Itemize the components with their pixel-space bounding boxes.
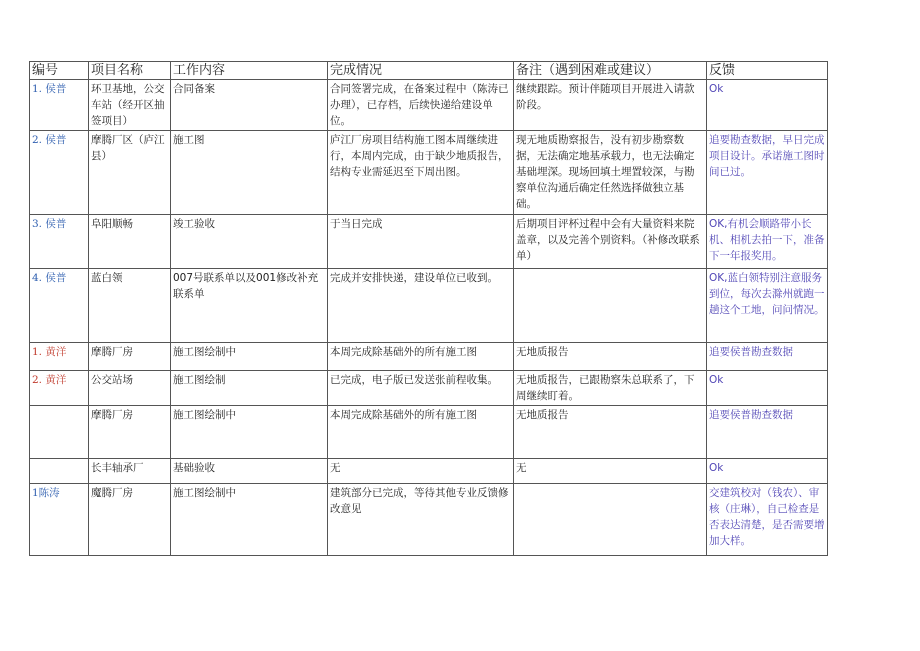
row-feedback: Ok: [707, 80, 828, 131]
row-status: 建筑部分已完成，等待其他专业反馈修改意见: [328, 484, 514, 556]
row-remark: 后期项目评杯过程中会有大量资料来院盖章，以及完善个别资料。（补修改联系单）: [514, 215, 707, 269]
row-feedback: Ok: [707, 459, 828, 484]
row-status: 合同签署完成，在备案过程中（陈涛已办理），已存档，后续快递给建设单位。: [328, 80, 514, 131]
row-work: 施工图绘制中: [171, 343, 328, 371]
row-feedback: 交建筑校对（钱农）、审核（庄琳），自己检查是否表达清楚，是否需要增加大样。: [707, 484, 828, 556]
row-status: 于当日完成: [328, 215, 514, 269]
row-id: 1. 侯普: [30, 80, 89, 131]
table-row: [30, 371, 828, 406]
row-feedback: OK,有机会顺路带小长机、相机去拍一下，准备下一年报奖用。: [707, 215, 828, 269]
row-work: 施工图绘制: [171, 371, 328, 406]
row-status: 本周完成除基础外的所有施工图: [328, 343, 514, 371]
row-remark: 无地质报告，已跟勘察朱总联系了，下周继续盯着。: [514, 371, 707, 406]
row-id: 2. 黄洋: [30, 371, 89, 406]
table-row: [30, 459, 828, 484]
row-project: 环卫基地，公交车站（经开区抽签项目）: [89, 80, 171, 131]
row-project: 魔腾厂房: [89, 484, 171, 556]
table-row: [30, 215, 828, 269]
row-project: 摩腾厂区（庐江县）: [89, 131, 171, 215]
header-work: 工作内容: [171, 62, 328, 80]
row-work: 竣工验收: [171, 215, 328, 269]
row-feedback: 追要勘查数据，早日完成项目设计。承诺施工图时间已过。: [707, 131, 828, 215]
row-project: 摩腾厂房: [89, 343, 171, 371]
header-remark: 备注（遇到困难或建议）: [514, 62, 707, 80]
row-id: 1. 黄洋: [30, 343, 89, 371]
table-row: [30, 484, 828, 556]
row-status: 完成并安排快递，建设单位已收到。: [328, 269, 514, 343]
row-id: 2. 侯普: [30, 131, 89, 215]
row-id: [30, 406, 89, 459]
table-row: [30, 343, 828, 371]
row-project: 阜阳顺畅: [89, 215, 171, 269]
header-id: 编号: [30, 62, 89, 80]
table-row: [30, 269, 828, 343]
row-work: 基础验收: [171, 459, 328, 484]
row-project: 公交站场: [89, 371, 171, 406]
row-project: 长丰轴承厂: [89, 459, 171, 484]
row-feedback: 追要侯普勘查数据: [707, 343, 828, 371]
row-id: 3. 侯普: [30, 215, 89, 269]
row-status: 已完成，电子版已发送张前程收集。: [328, 371, 514, 406]
row-work: 施工图绘制中: [171, 406, 328, 459]
header-feedback: 反馈: [707, 62, 828, 80]
row-feedback: 追要侯普勘查数据: [707, 406, 828, 459]
row-id: 4. 侯普: [30, 269, 89, 343]
row-feedback: Ok: [707, 371, 828, 406]
header-status: 完成情况: [328, 62, 514, 80]
row-work: 施工图绘制中: [171, 484, 328, 556]
row-remark: 无: [514, 459, 707, 484]
work-report-table: [29, 61, 828, 556]
row-status: 庐江厂房项目结构施工图本周继续进行，本周内完成，由于缺少地质报告，结构专业需延迟至下周出图。: [328, 131, 514, 215]
row-remark: 无地质报告: [514, 343, 707, 371]
row-status: 无: [328, 459, 514, 484]
header-row: [30, 62, 828, 80]
row-work: 合同备案: [171, 80, 328, 131]
row-remark: [514, 269, 707, 343]
row-feedback: OK,蓝白领特别注意服务到位，每次去滁州就跑一趟这个工地，问问情况。: [707, 269, 828, 343]
row-work: 007号联系单以及001修改补充联系单: [171, 269, 328, 343]
row-remark: 无地质报告: [514, 406, 707, 459]
header-project: 项目名称: [89, 62, 171, 80]
row-project: 蓝白领: [89, 269, 171, 343]
row-id: [30, 459, 89, 484]
row-work: 施工图: [171, 131, 328, 215]
table-row: [30, 131, 828, 215]
table-row: [30, 80, 828, 131]
row-project: 摩腾厂房: [89, 406, 171, 459]
row-remark: 现无地质勘察报告，没有初步勘察数据，无法确定地基承载力，也无法确定基础埋深。现场回填土埋置较深，与勘察单位沟通后确定任然选择做独立基础。: [514, 131, 707, 215]
row-status: 本周完成除基础外的所有施工图: [328, 406, 514, 459]
row-remark: [514, 484, 707, 556]
row-id: 1陈涛: [30, 484, 89, 556]
row-remark: 继续跟踪。预计伴随项目开展进入请款阶段。: [514, 80, 707, 131]
table-row: [30, 406, 828, 459]
